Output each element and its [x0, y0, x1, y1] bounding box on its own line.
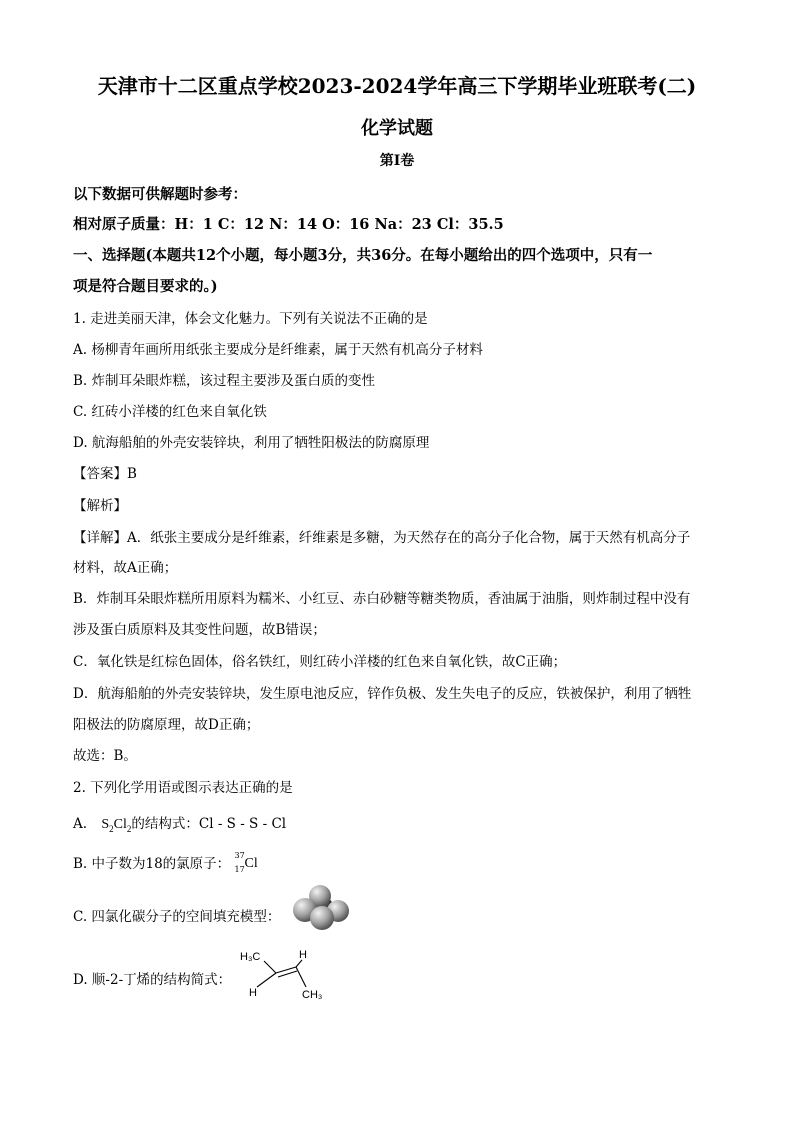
q2-option-d: D. 顺-2-丁烯的结构简式：	[73, 972, 232, 988]
q2-stem: 2. 下列化学用语或图示表达正确的是	[73, 780, 293, 796]
q1-detail-line3: B．炸制耳朵眼炸糕所用原料为糯米、小红豆、赤白砂糖等糖类物质，香油属于油脂，则炸制过程中没有	[73, 591, 691, 607]
q1-analysis-label: 【解析】	[73, 498, 127, 514]
atomic-number: 17	[234, 864, 245, 874]
label-h3c: H₃C	[240, 951, 261, 963]
q1-conclusion: 故选：B。	[73, 748, 137, 764]
q1-detail-line7: 阳极法的防腐原理，故D正确；	[73, 717, 260, 733]
q2-option-c: C. 四氯化碳分子的空间填充模型：	[73, 909, 281, 925]
s2cl2-formula	[101, 817, 131, 832]
volume-label: 第I卷	[379, 153, 415, 169]
formula-cl-sub: 2	[126, 823, 132, 834]
option-b-text: B. 中子数为18的氯原子：	[73, 856, 231, 872]
bond-ch3-left	[264, 961, 276, 973]
mass-number: 37	[234, 850, 245, 860]
formula-s-sub: 2	[109, 823, 114, 834]
cis-2-butene-graphic	[240, 946, 330, 1004]
q1-option-a: A. 杨柳青年画所用纸张主要成分是纤维素，属于天然有机高分子材料	[73, 342, 483, 358]
atomic-mass-line: 相对原子质量：H：1 C：12 N：14 O：16 Na：23 Cl：35.5	[73, 216, 504, 233]
formula-cl: Cl	[113, 817, 127, 832]
formula-s: S	[101, 817, 110, 832]
section-instructions-line2: 项是符合题目要求的。)	[73, 278, 218, 295]
section-instructions-line1: 一、选择题(本题共12个小题，每小题3分，共36分。在每小题给出的四个选项中，只有一	[73, 247, 653, 264]
label-h-top: H	[299, 949, 307, 961]
q2-option-b	[73, 852, 262, 874]
q1-option-d: D. 航海船舶的外壳安装锌块，利用了牺牲阳极法的防腐原理	[73, 435, 430, 451]
q1-option-c: C. 红砖小洋楼的红色来自氧化铁	[73, 404, 267, 420]
chlorine-atom-front	[310, 906, 334, 930]
bond-ch3-right	[296, 967, 306, 987]
element-symbol: Cl	[244, 855, 258, 871]
label-ch3: CH₃	[302, 989, 323, 1001]
page-title: 天津市十二区重点学校2023-2024学年高三下学期毕业班联考(二)	[97, 74, 697, 98]
q1-option-b: B. 炸制耳朵眼炸糕，该过程主要涉及蛋白质的变性	[73, 373, 376, 389]
reference-note: 以下数据可供解题时参考：	[73, 186, 247, 203]
bond-h-left	[257, 973, 276, 987]
answer-value: B	[127, 466, 137, 482]
label-h-bottom: H	[249, 987, 257, 999]
q1-detail-line5: C．氧化铁是红棕色固体，俗名铁红，则红砖小洋楼的红色来自氧化铁，故C正确；	[73, 654, 567, 670]
q1-stem: 1. 走进美丽天津，体会文化魅力。下列有关说法不正确的是	[73, 311, 428, 327]
q1-detail-line6: D．航海船舶的外壳安装锌块，发生原电池反应，锌作负极、发生失电子的反应，铁被保护，利用了牺牲	[73, 686, 692, 702]
subject-title: 化学试题	[361, 118, 433, 139]
answer-label: 【答案】	[73, 466, 127, 482]
cis-2-butene-structure	[240, 946, 330, 1004]
q1-detail-line1: 【详解】A．纸张主要成分是纤维素，纤维素是多糖，为天然存在的高分子化合物，属于天然有机高分子	[73, 530, 691, 546]
ccl4-space-filling-model	[290, 883, 354, 931]
q1-detail-line4: 涉及蛋白质原料及其变性问题，故B错误；	[73, 622, 326, 638]
ccl4-model-graphic	[290, 883, 354, 931]
option-a-text: 的结构式：Cl - S - S - Cl	[131, 816, 287, 832]
bond-h-right	[296, 960, 302, 967]
q2-option-a	[73, 812, 286, 834]
q1-detail-line2: 材料，故A正确；	[73, 560, 178, 576]
option-a-prefix: A.	[73, 816, 88, 832]
nuclide-notation	[234, 850, 262, 874]
q1-answer	[73, 462, 137, 482]
